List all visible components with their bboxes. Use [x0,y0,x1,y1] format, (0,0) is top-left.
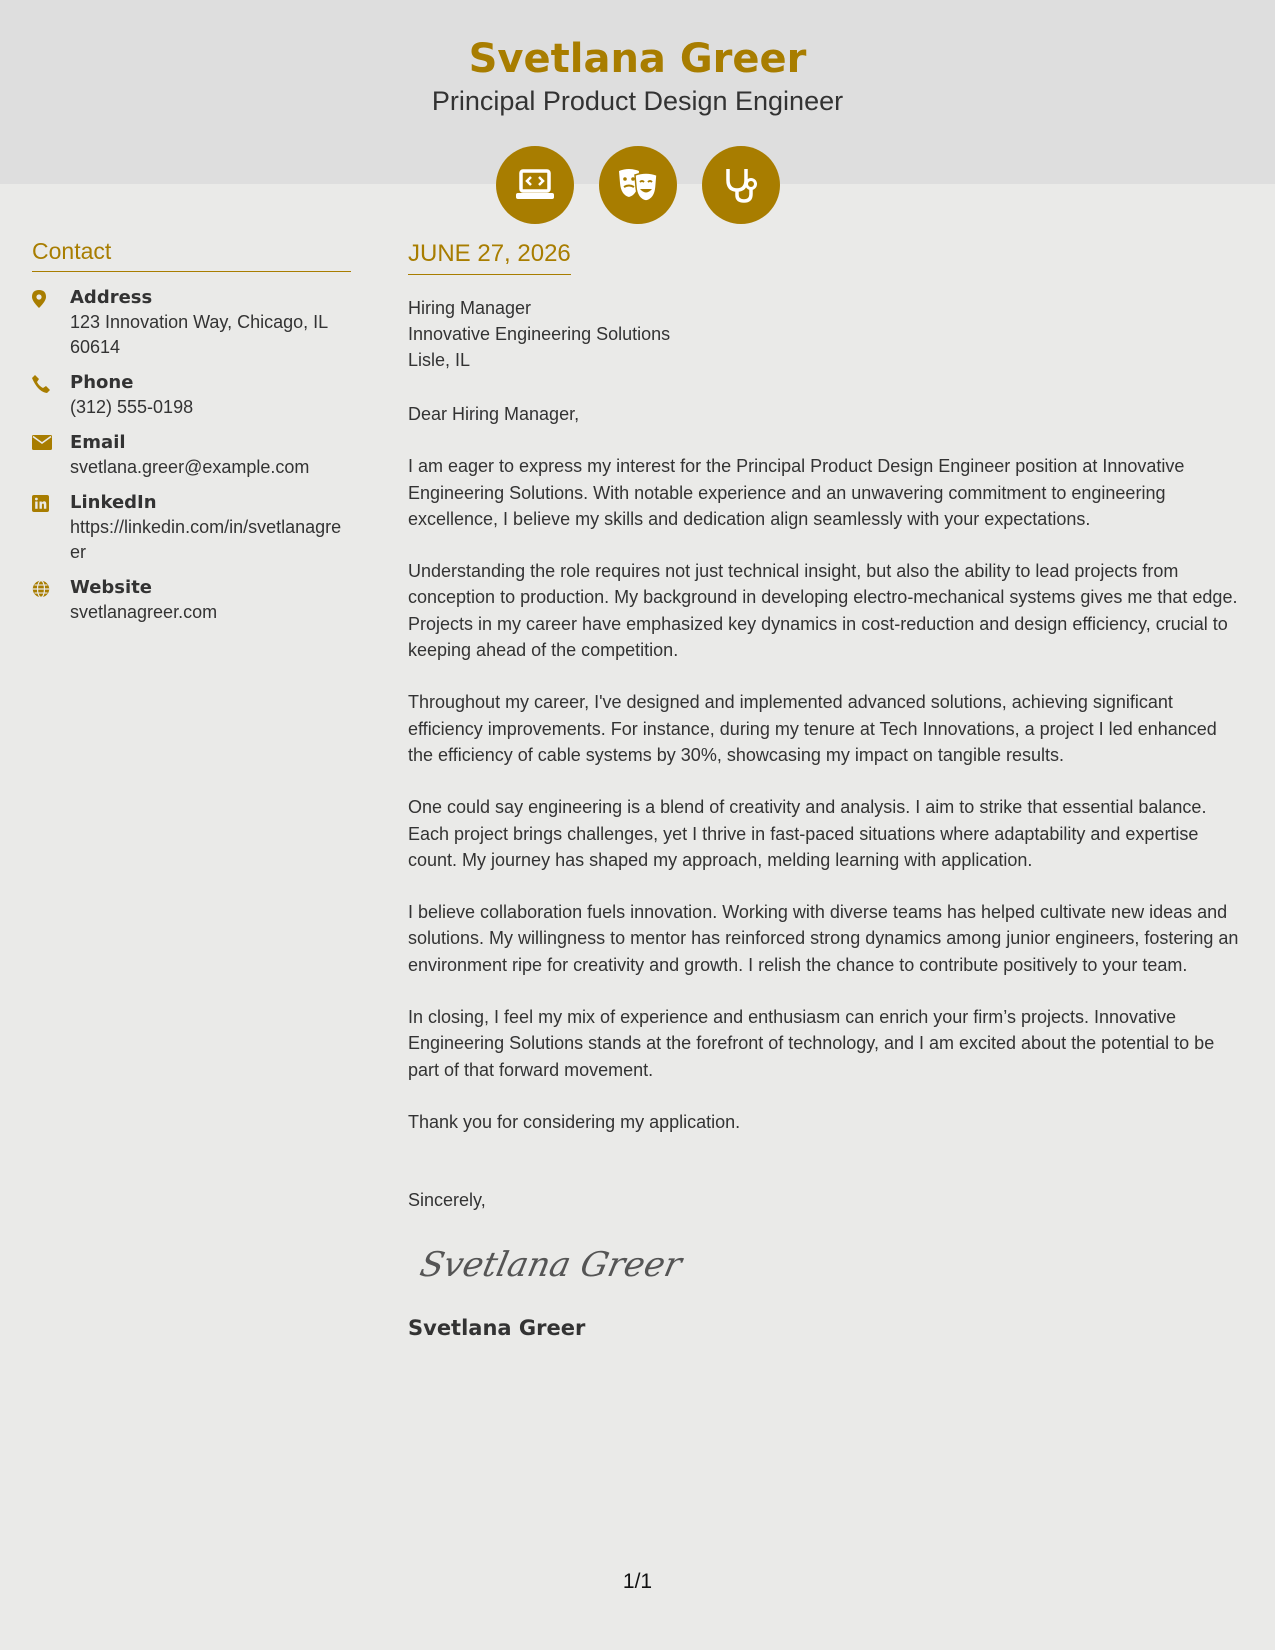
phone-label: Phone [70,372,134,393]
paragraph: One could say engineering is a blend of creativity and analysis. I aim to strike that essential balance. Each project brings challenges, yet I thrive in fast-paced situations where adaptability and expertise count. My journey has shaped my approach, melding learning with application. [408,797,1207,870]
envelope-icon [32,431,70,455]
applicant-title: Principal Product Design Engineer [431,86,844,116]
paragraph: I believe collaboration fuels innovation. Working with diverse teams has helped cultivate new ideas and solutions. My willingness to mentor has reinforced strong dynamics among junior engineers, fostering an environment ripe for creativity and growth. I relish the chance to contribute positively to your team. [408,902,1239,975]
letter-date: JUNE 27, 2026 [408,240,571,275]
contact-heading: Contact [32,238,351,272]
handwritten-signature [416,1240,1243,1288]
letter-body [408,240,1243,1340]
contact-linkedin [32,491,351,565]
recipient-company: Innovative Engineering Solutions [408,324,671,344]
recipient-block [408,295,1243,373]
recipient-name: Hiring Manager [408,298,532,318]
closing: Sincerely, [408,1190,486,1211]
website-value[interactable]: svetlanagreer.com [70,602,218,622]
phone-value: (312) 555-0198 [70,397,194,417]
applicant-name: Svetlana Greer [468,36,807,82]
paragraph: Throughout my career, I've designed and implemented advanced solutions, achieving significant efficiency improvements. For instance, during my tenure at Tech Innovations, a project I led enhanced the efficiency of cable systems by 30%, showcasing my impact on tangible results. [408,692,1217,765]
contact-phone [32,371,351,420]
globe-icon [32,576,70,603]
paragraph: Understanding the role requires not just technical insight, but also the ability to lead projects from conception to production. My background in developing electro-mechanical systems gives me that edge. Projects in my career have emphasized key dynamics in cost-reduction and design efficiency, crucial to keeping ahead of the competition. [408,561,1238,661]
contact-email [32,431,351,480]
interest-icons [0,146,1275,224]
page-number: 1/1 [622,1570,653,1593]
website-label: Website [70,577,153,598]
paragraph: I am eager to express my interest for the Principal Product Design Engineer position at Innovative Engineering Solutions. With notable experience and an unwavering commitment to engineering excellence, I believe my skills and dedication align seamlessly with your expectations. [408,456,1185,529]
email-value: svetlana.greer@example.com [70,457,310,477]
map-marker-icon [32,286,70,313]
signed-name: Svetlana Greer [408,1315,586,1340]
contact-address [32,286,351,360]
contact-website [32,576,351,625]
address-label: Address [70,287,153,308]
paragraph: In closing, I feel my mix of experience and enthusiasm can enrich your firm’s projects. Innovative Engineering Solutions stands at the forefront of technology, and I am excited about the potential to be part of that forward movement. [408,1007,1215,1080]
paragraph: Thank you for considering my application. [408,1111,741,1132]
linkedin-value[interactable]: https://linkedin.com/in/svetlanagreer [70,517,342,562]
email-label: Email [70,432,126,453]
address-value: 123 Innovation Way, Chicago, IL 60614 [70,312,328,357]
stethoscope-icon [702,146,780,224]
svg-text:Svetlana Greer: Svetlana Greer [416,1244,686,1285]
contact-sidebar [32,238,351,636]
theater-masks-icon [599,146,677,224]
phone-icon [32,371,70,398]
laptop-code-icon [496,146,574,224]
linkedin-label: LinkedIn [70,492,157,513]
linkedin-icon [32,491,70,517]
salutation: Dear Hiring Manager, [408,404,580,424]
recipient-location: Lisle, IL [408,350,471,370]
